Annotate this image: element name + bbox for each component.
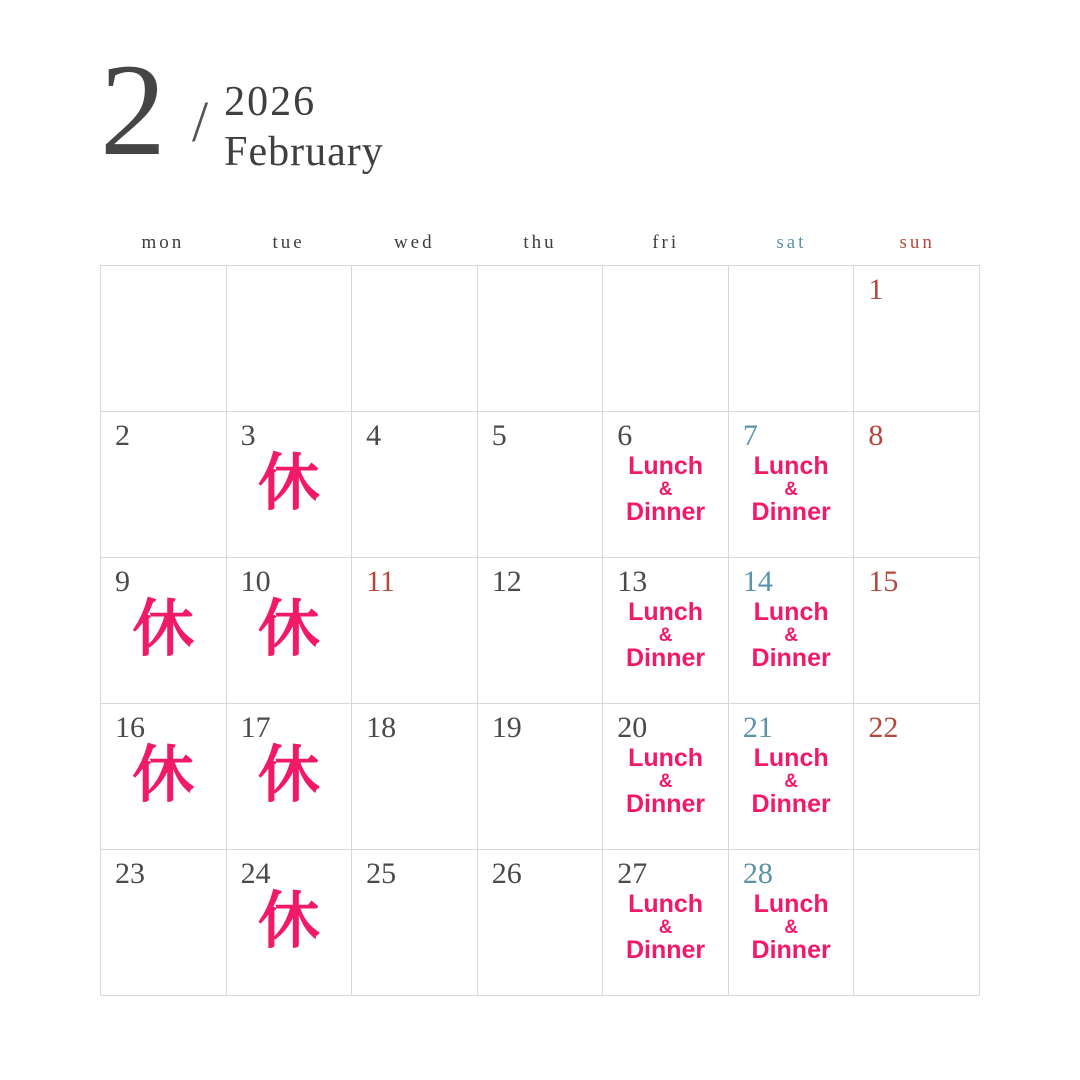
header-separator: / [192,89,209,154]
day-number: 19 [491,711,522,744]
day-number: 16 [115,711,145,744]
calendar-day-cell[interactable] [854,558,980,704]
day-number: 11 [366,565,396,598]
calendar-day-cell[interactable] [352,704,478,850]
calendar-empty-cell [227,266,353,412]
calendar-day-cell[interactable] [854,704,980,850]
calendar-day-cell[interactable] [729,412,855,558]
calendar-empty-cell [854,850,980,996]
service-lunch-label: Lunch [628,452,704,480]
calendar-day-cell[interactable] [227,704,353,850]
day-number: 4 [366,419,382,452]
service-dinner-label: Dinner [625,936,706,964]
calendar-day-cell[interactable] [603,704,729,850]
calendar-empty-cell [352,266,478,412]
day-number: 1 [868,273,884,306]
service-hours-note [603,892,728,963]
day-number: 2 [115,419,130,452]
weekday-label-wed: wed [393,232,435,253]
calendar-day-cell[interactable] [603,850,729,996]
service-lunch-label: Lunch [753,744,829,772]
year-label: 2026 [224,79,317,125]
day-number: 26 [491,857,522,890]
calendar-grid [100,265,980,996]
day-number: 7 [742,419,758,452]
day-number: 22 [868,711,899,744]
calendar-empty-cell [603,266,729,412]
weekday-label-tue: tue [272,232,305,253]
service-ampersand: & [658,917,673,938]
calendar-day-cell[interactable] [854,412,980,558]
day-number: 21 [742,711,773,744]
calendar-empty-cell [101,266,227,412]
calendar-day-cell[interactable] [352,850,478,996]
calendar-day-cell[interactable] [478,704,604,850]
day-number: 23 [115,857,145,890]
calendar-day-cell[interactable] [101,704,227,850]
day-number: 9 [115,565,130,598]
year-month-block [224,78,384,177]
day-number: 10 [240,565,271,598]
day-number: 18 [366,711,397,744]
closed-mark: 休 [257,738,320,811]
month-number: 2 [100,36,166,183]
service-dinner-label: Dinner [625,644,706,672]
service-hours-note [603,600,728,671]
day-number: 3 [240,419,256,452]
service-dinner-label: Dinner [751,790,831,818]
calendar-day-cell[interactable] [352,412,478,558]
weekday-label-sun: sun [899,232,935,253]
calendar-day-cell[interactable] [729,558,855,704]
calendar-day-cell[interactable] [101,850,227,996]
calendar-day-cell[interactable] [729,704,855,850]
calendar-day-cell[interactable] [603,412,729,558]
calendar-day-cell[interactable] [352,558,478,704]
weekday-label-fri: fri [652,232,680,253]
service-dinner-label: Dinner [751,936,831,964]
calendar-day-cell[interactable] [101,558,227,704]
service-hours-note [729,746,854,817]
day-number: 6 [617,419,633,452]
calendar-day-cell[interactable] [478,558,604,704]
service-ampersand: & [658,625,673,646]
weekday-header-row [100,232,980,254]
service-hours-note [603,454,728,525]
calendar-day-cell[interactable] [854,266,980,412]
calendar-day-cell[interactable] [227,558,353,704]
service-ampersand: & [784,917,798,938]
calendar-day-cell[interactable] [478,412,604,558]
service-lunch-label: Lunch [628,890,704,918]
closed-mark: 休 [257,884,320,957]
weekday-label-sat: sat [776,232,807,253]
calendar-day-cell[interactable] [478,850,604,996]
service-ampersand: & [784,771,798,792]
weekday-label-thu: thu [523,232,557,253]
calendar-empty-cell [478,266,604,412]
service-ampersand: & [658,479,673,500]
service-hours-note [729,454,854,525]
calendar-day-cell[interactable] [101,412,227,558]
calendar-empty-cell [729,266,855,412]
service-dinner-label: Dinner [625,498,706,526]
day-number: 15 [868,565,899,598]
calendar-day-cell[interactable] [603,558,729,704]
day-number: 8 [868,419,884,452]
day-number: 5 [491,419,507,452]
day-number: 14 [742,565,773,598]
closed-mark: 休 [257,592,320,665]
service-hours-note [603,746,728,817]
day-number: 12 [491,565,522,598]
service-dinner-label: Dinner [625,790,706,818]
day-number: 13 [617,565,648,598]
day-number: 25 [366,857,397,890]
service-hours-note [729,892,854,963]
service-ampersand: & [658,771,673,792]
service-lunch-label: Lunch [753,890,829,918]
day-number: 28 [742,857,773,890]
calendar-day-cell[interactable] [227,850,353,996]
day-number: 27 [617,857,648,890]
service-ampersand: & [784,625,798,646]
closed-mark: 休 [132,738,195,811]
service-hours-note [729,600,854,671]
day-number: 24 [240,857,271,890]
service-lunch-label: Lunch [753,598,829,626]
month-name-label: February [224,128,384,175]
service-ampersand: & [784,479,798,500]
calendar-day-cell[interactable] [729,850,855,996]
calendar-header [100,36,384,183]
closed-mark: 休 [257,446,320,519]
service-lunch-label: Lunch [628,744,704,772]
closed-mark: 休 [132,592,195,665]
calendar-day-cell[interactable] [227,412,353,558]
service-dinner-label: Dinner [751,498,831,526]
day-number: 20 [617,711,648,744]
day-number: 17 [240,711,271,744]
service-lunch-label: Lunch [628,598,704,626]
service-dinner-label: Dinner [751,644,831,672]
service-lunch-label: Lunch [753,452,829,480]
weekday-label-mon: mon [141,232,185,253]
